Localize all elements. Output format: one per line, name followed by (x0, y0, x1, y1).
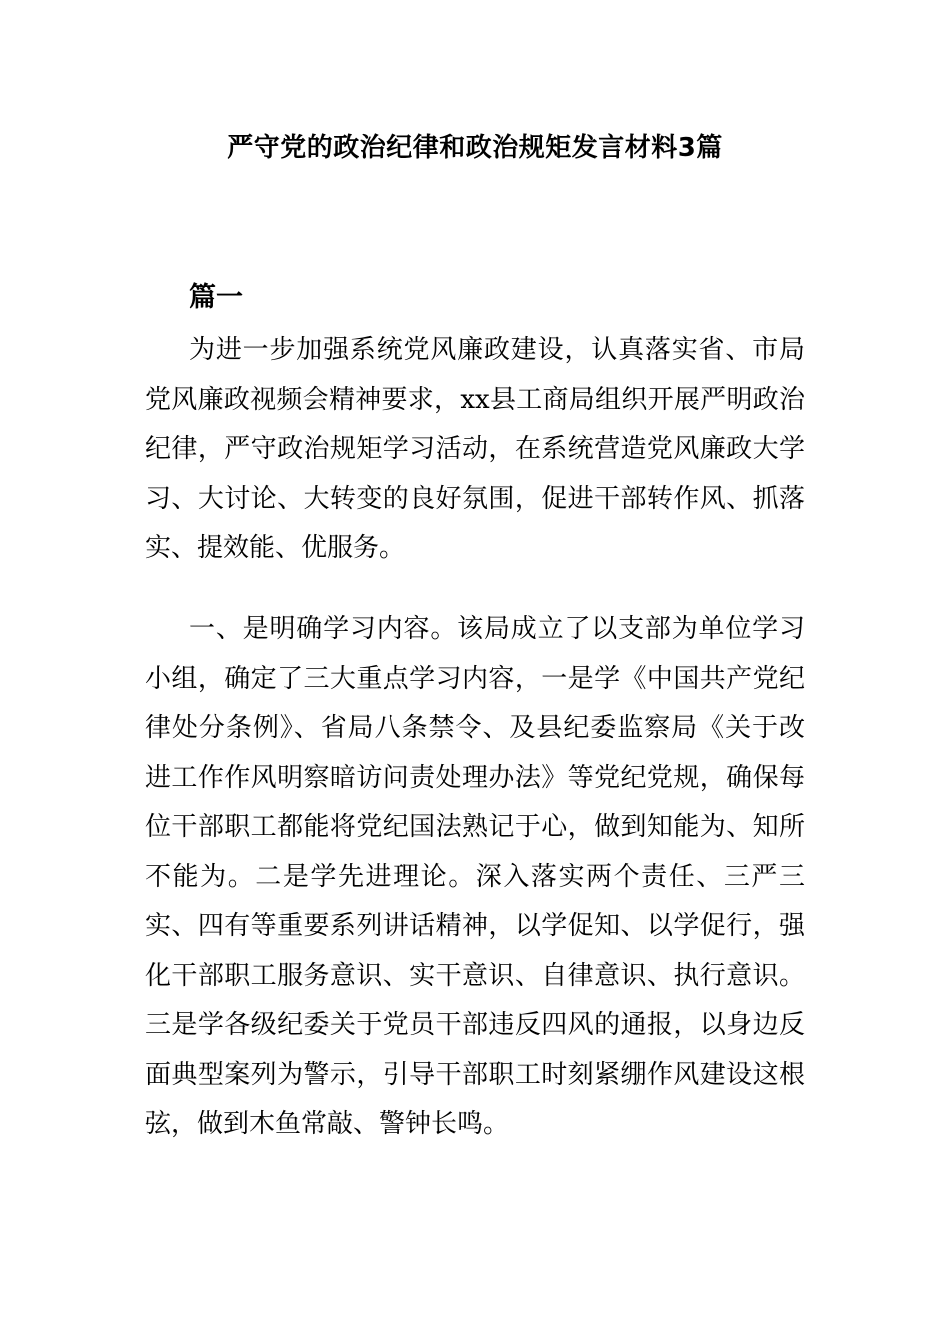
paragraph-study-content: 一、是明确学习内容。该局成立了以支部为单位学习小组，确定了三大重点学习内容，一是学《中国共产党纪律处分条例》、省局八条禁令、及县纪委监察局《关于改进工作作风明察暗访问责处理办法》等党纪党规，确保每位干部职工都能将党纪国法熟记于心，做到知能为、知所不能为。二是学先进理论。深入落实两个责任、三严三实、四有等重要系列讲话精神，以学促知、以学促行，强化干部职工服务意识、实干意识、自律意识、执行意识。三是学各级纪委关于党员干部违反四风的通报，以身边反面典型案列为警示，引导干部职工时刻紧绷作风建设这根弦，做到木鱼常敲、警钟长鸣。 (145, 614, 805, 1139)
document-title: 严守党的政治纪律和政治规矩发言材料3篇 (227, 133, 723, 163)
paragraph-intro: 为进一步加强系统党风廉政建设，认真落实省、市局党风廉政视频会精神要求，xx县工商局组织开展严明政治纪律，严守政治规矩学习活动，在系统营造党风廉政大学习、大讨论、大转变的良好氛围，促进干部转作风、抓落实、提效能、优服务。 (145, 335, 805, 563)
section-heading: 篇一 (189, 282, 243, 313)
